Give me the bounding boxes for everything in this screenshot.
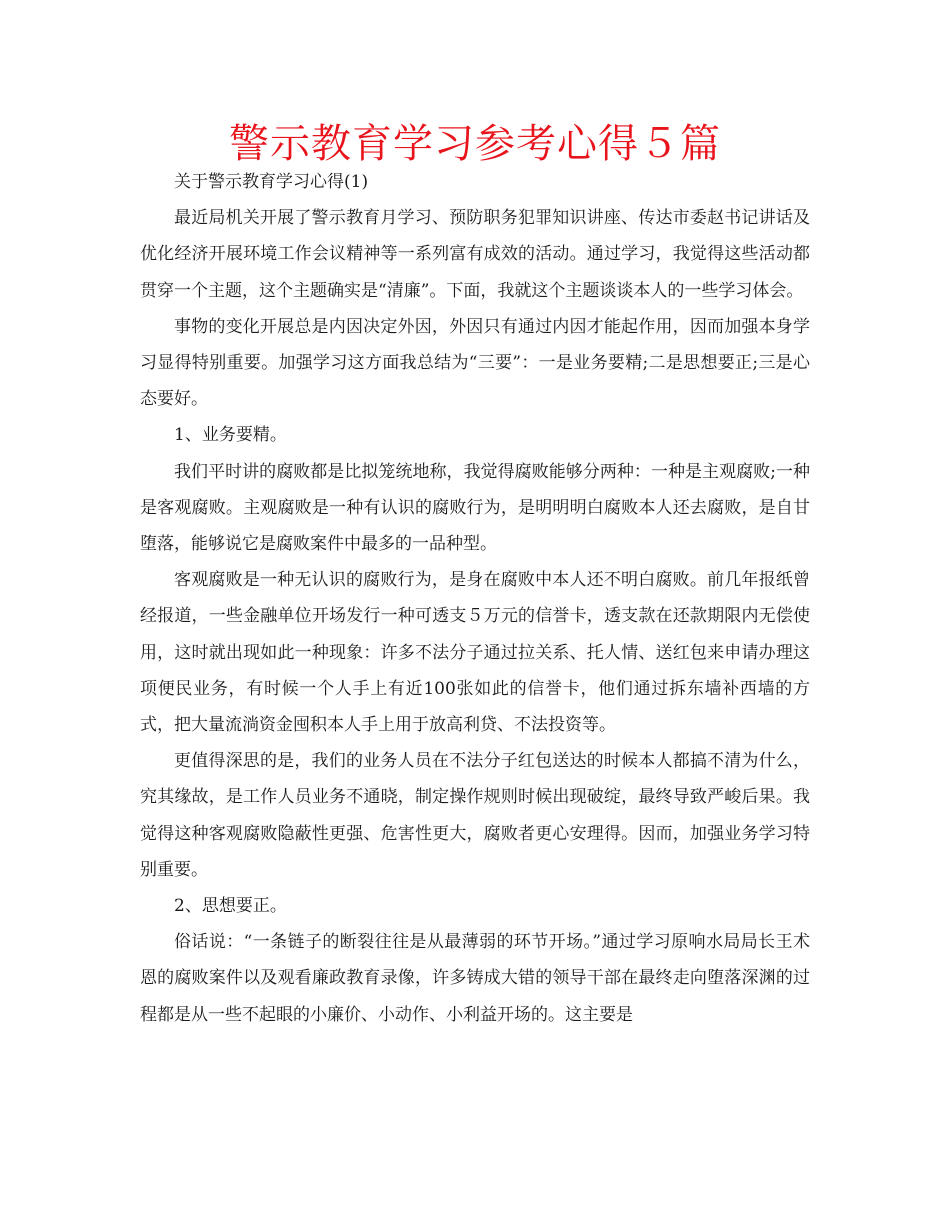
subtitle-paragraph: 关于警示教育学习心得(1) [174,172,369,192]
document-title: 警示教育学习参考心得５篇 [229,121,721,167]
document-body [140,164,810,1033]
body-paragraph: 更值得深思的是，我们的业务人员在不法分子红包送达的时候本人都搞不清为什么，究其缘故，是工作人员业务不通晓，制定操作规则时候出现破绽，最终导致严峻后果。我觉得这种客观腐败隐蔽性更强、危害性更大，腐败者更心安理得。因而，加强业务学习特别重要。 [140,751,810,880]
body-paragraph: 最近局机关开展了警示教育月学习、预防职务犯罪知识讲座、传达市委赵书记讲话及优化经济开展环境工作会议精神等一系列富有成效的活动。通过学习，我觉得这些活动都贯穿一个主题，这个主题确实是“清廉”。下面，我就这个主题谈谈本人的一些学习体会。 [140,208,810,301]
body-paragraph: 客观腐败是一种无认识的腐败行为，是身在腐败中本人还不明白腐败。前几年报纸曾经报道，一些金融单位开场发行一种可透支５万元的信誉卡，透支款在还款期限内无偿使用，这时就出现如此一种现象：许多不法分子通过拉关系、托人情、送红包来申请办理这项便民业务，有时候一个人手上有近100张如此的信誉卡，他们通过拆东墙补西墙的方式，把大量流淌资金囤积本人手上用于放高利贷、不法投资等。 [140,570,810,736]
section-heading: 1、业务要精。 [174,425,287,446]
section-heading: 2、思想要正。 [174,896,287,917]
body-paragraph: 俗话说：“一条链子的断裂往往是从最薄弱的环节开场。”通过学习原响水局局长王术恩的腐败案件以及观看廉政教育录像，许多铸成大错的领导干部在最终走向堕落深渊的过程都是从一些不起眼的小廉价、小动作、小利益开场的。这主要是 [140,932,810,1025]
body-paragraph: 我们平时讲的腐败都是比拟笼统地称，我觉得腐败能够分两种：一种是主观腐败;一种是客观腐败。主观腐败是一种有认识的腐败行为，是明明明白腐败本人还去腐败，是自甘堕落，能够说它是腐败案件中最多的一品种型。 [140,461,810,555]
body-paragraph: 事物的变化开展总是内因决定外因，外因只有通过内因才能起作用，因而加强本身学习显得特别重要。加强学习这方面我总结为“三要”：一是业务要精;二是思想要正;三是心态要好。 [140,316,810,410]
